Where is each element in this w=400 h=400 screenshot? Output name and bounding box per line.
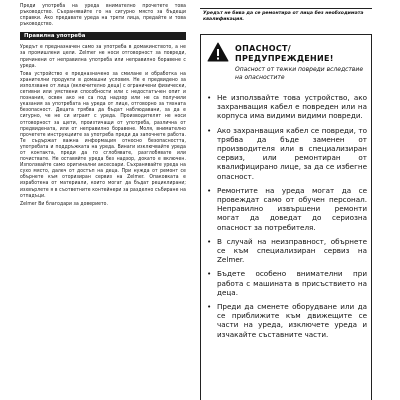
warning-bullet	[205, 186, 367, 232]
closing-line: Zelmer Ви благодари за доверието.	[20, 200, 109, 207]
warning-bullet	[205, 237, 367, 265]
warning-bullet	[205, 269, 367, 297]
top-divider	[200, 8, 372, 9]
warning-box	[200, 34, 372, 400]
intro-paragraph: Преди употреба на уреда внимателно прочетете това ръководство. Съхранявайте го на сигурно място за бъдещи справки. Ако предавате уреда на трети лица, предайте и това ръководство.	[20, 3, 186, 28]
warning-title	[235, 44, 365, 63]
bullet-icon: •	[207, 185, 212, 195]
warning-header	[207, 41, 367, 91]
top-note: Уредът не бива да се ремонтира от лица без необходимата квалификация.	[203, 11, 364, 22]
warning-bullet	[205, 126, 367, 181]
bullet-text: Не използвайте това устройство, ако захранващия кабел е повреден или на корпуса има видими видими повреди.	[217, 93, 367, 121]
warning-triangle-icon	[207, 42, 229, 62]
bullet-text: Бъдете особено внимателни при работа с машината в присъствието на деца.	[217, 269, 367, 297]
bullet-icon: •	[207, 302, 212, 312]
main-paragraph: Това устройство е предназначено за смилане и обработка на хранителни продукти в домашни условия. Не е предвидено за използване от лица (включително деца) с ограничени физически, сетивни или умствени способности или с недостатъчен опит и познания, освен ако не са под надзор или не са получили указания за употребата на уреда от лице, отговорно за тяхната безопасност. Децата трябва да бъдат наблюдавани, за да е сигурно, че не си играят с уреда. Производителят не носи отговорност за щети, произтичащи от употреба, различна от предвидената, или от неправилно боравене. Моля, внимателно прочетете инструкциите за употреба преди да започнете работа. Те съдържат важна информация относно безопасността, употребата и поддръжката на уреда. Винаги изключвайте уреда от контакта, преди да го сглобявате, разглобявате или почиствате. Не оставяйте уреда без надзор, докато е включен. Използвайте само оригинални аксесоари. Съхранявайте уреда на сухо място, далеч от достъп на деца. При нужда от ремонт се обърнете към оторизиран сервиз на Zelmer. Опаковката е изработена от материали, които могат да бъдат рециклирани; изхвърлете я в съответните контейнери за разделно събиране на отпадъци.	[20, 70, 186, 199]
warning-bullet	[205, 302, 367, 339]
bullet-icon: •	[207, 125, 212, 135]
warning-title-line1: ОПАСНОСТ/	[235, 44, 292, 53]
bullet-text: Преди да сменете оборудване или да се приближите към движещите се части на уреда, изключете уреда и изчакайте съставните части.	[217, 302, 367, 339]
bullet-icon: •	[207, 236, 212, 246]
warning-intro: Опасност от тежки повреди вследствие на опасностите	[235, 66, 364, 81]
right-column	[200, 0, 380, 400]
warning-bullet	[205, 93, 367, 121]
bullet-text: Ремонтите на уреда могат да се провеждат само от обучен персонал. Неправилно извършени ремонти могат да доведат до сериозна опасност за потребителя.	[217, 185, 367, 232]
warning-title-line2: ПРЕДУПРЕЖДЕНИЕ!	[235, 53, 334, 63]
section-title-bar: Правилна употреба	[20, 32, 186, 40]
bullet-text: В случай на неизправност, обърнете се към специализиран сервиз на Zelmer.	[217, 236, 367, 265]
warning-bullet-list	[205, 93, 367, 344]
bullet-icon: •	[207, 269, 212, 279]
usage-paragraph: Уредът е предназначен само за употреба в домакинството, а не за промишлени цели. Zelmer не носи отговорност за повреди, причинени от неправилна употреба или неправилно боравене с уреда.	[20, 44, 186, 69]
left-column	[20, 0, 186, 400]
bullet-text: Ако захранващия кабел се повреди, то трябва да бъде заменен от производителя или в специализиран сервиз, или ремонтиран от квалифицирано лице, за да се избегне опасност.	[217, 125, 367, 181]
bullet-icon: •	[207, 93, 212, 102]
